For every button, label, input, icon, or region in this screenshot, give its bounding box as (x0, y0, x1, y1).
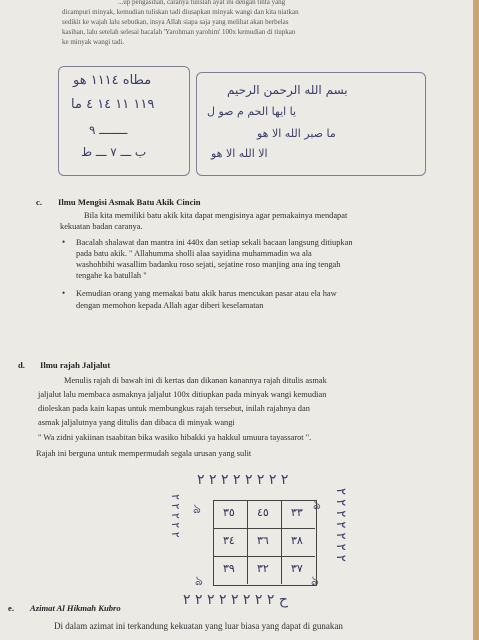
rajah-cell: ٣٢ (257, 562, 269, 575)
handwriting-line: الا الله الا هو (211, 147, 268, 160)
section-title: Azimat Al Hikmah Kubro (30, 603, 121, 613)
handwriting-line: ما صبر الله الا هو (257, 127, 336, 140)
section-title: Ilmu rajah Jaljalut (40, 360, 111, 370)
top-text-line: ke minyak wangi tadi. (62, 38, 125, 46)
quote-line: " Wa zidni yakiinan tsaabitan bika wasiko hibakki ya hakkul umuura tayassarot ". (38, 433, 312, 442)
handwriting-box-left (58, 66, 190, 176)
top-text-line: ...up pengasihan, caranya tulislah ayat ini dengan tinta yang (118, 0, 286, 6)
bullet-line: pada batu akik. " Allahumma sholli alaa sayidina muhammadin wa ala (76, 249, 312, 258)
section-text-line: asmak jaljalutnya yang ditulis dan dibaca di minyak wangi (38, 418, 235, 427)
rajah-cell: ٣٤ (223, 534, 235, 547)
section-text-line: Bila kita memiliki batu akik kita dapat mengisinya agar pemakainya mendapat (84, 211, 348, 220)
section-letter: c. (36, 197, 42, 207)
rajah-right-border: ٢ ٢ ٢ ٢ ٢ ٢ ٢ (333, 488, 348, 562)
bullet-line: washohbihi wasallim badanku roso sejati, sejatine roso manjing ana ing tengah (76, 260, 341, 269)
section-text-line: kekuatan badan caranya. (60, 222, 143, 231)
bullet-item: • Kemudian orang yang memakai batu akik harus mencukan pasar atau ela haw (76, 288, 337, 299)
top-text-line: dicampuri minyak, kemudian tuliskan tadi diusapkan minyak wangi dan kita niatkan (62, 8, 299, 16)
bullet-line: dengan memohon kepada Allah agar diberi keselamatan (76, 301, 264, 310)
page-edge (473, 0, 479, 640)
rajah-cell: ٣٥ (223, 506, 235, 519)
section-text-line: dioleskan pada kain kapas untuk membungkus rajah tersebut, inilah rajahnya dan (38, 404, 310, 413)
section-title: Ilmu Mengisi Asmak Batu Akik Cincin (58, 197, 201, 207)
handwriting-line: بسم الله الرحمن الرحيم (227, 83, 348, 97)
section-text-line: Menulis rajah di bawah ini di kertas dan dikanan kanannya rajah ditulis asmak (64, 376, 327, 385)
handwriting-line: مطاه ١١١٤ هو (73, 73, 152, 88)
loop-glyph-icon: ঌ (311, 574, 319, 589)
handwriting-line: ١١٩ ١١ ١٤ ٤ ما (71, 97, 155, 112)
top-text-line: sedikit ke wajah lalu sebutkan, insya Allah siapa saja yang melihat akan berbelas (62, 18, 289, 26)
rajah-talisman (169, 472, 350, 610)
loop-glyph-icon: ঌ (313, 498, 321, 513)
handwriting-box-right (196, 72, 426, 176)
section-text-line: Di dalam azimat ini terkandung kekuatan yang luar biasa yang dapat di gunakan (54, 621, 343, 631)
section-text-line: jaljalut lalu membaca asmaknya jaljalut 100x ditiupkan pada minyak wangi kemudian (38, 390, 327, 399)
rajah-left-border: ٢ ٢ ٢ ٢ ٢ (169, 494, 182, 538)
loop-glyph-icon: ঌ (195, 574, 203, 589)
rajah-cell: ٣٩ (223, 562, 235, 575)
rajah-cell: ٣٦ (257, 534, 269, 547)
loop-glyph-icon: ঌ (193, 502, 201, 517)
top-text-line: kasihan, lalu setelah selesai bacalah 'Yarohman yarohim' 100x kemudian di tiupkan (62, 28, 296, 36)
handwriting-line: ــــــــ ٩ (89, 123, 128, 137)
rajah-cell: ٣٨ (291, 534, 303, 547)
rajah-top-border: ٢ ٢ ٢ ٢ ٢ ٢ ٢ ٢ (197, 472, 289, 488)
section-text-line: Rajah ini berguna untuk mempermudah segala urusan yang sulit (36, 449, 252, 458)
rajah-bottom-border: ح ٢ ٢ ٢ ٢ ٢ ٢ ٢ ٢ (183, 592, 288, 608)
rajah-cell: ٣٣ (291, 506, 303, 519)
handwriting-line: يا ايها الحم م صو ل (207, 105, 297, 118)
bullet-item: • Bacalah shalawat dan mantra ini 440x dan setiap sekali bacaan langsung ditiupkan (76, 237, 353, 248)
section-letter: d. (18, 360, 25, 370)
handwriting-line: ب ـــ ٧ ـــ ط (81, 145, 147, 159)
bullet-line: tengahe ka batullah " (76, 271, 147, 280)
section-letter: e. (8, 603, 14, 613)
rajah-cell: ٣٧ (291, 562, 303, 575)
rajah-cell: ٤٥ (257, 506, 269, 519)
